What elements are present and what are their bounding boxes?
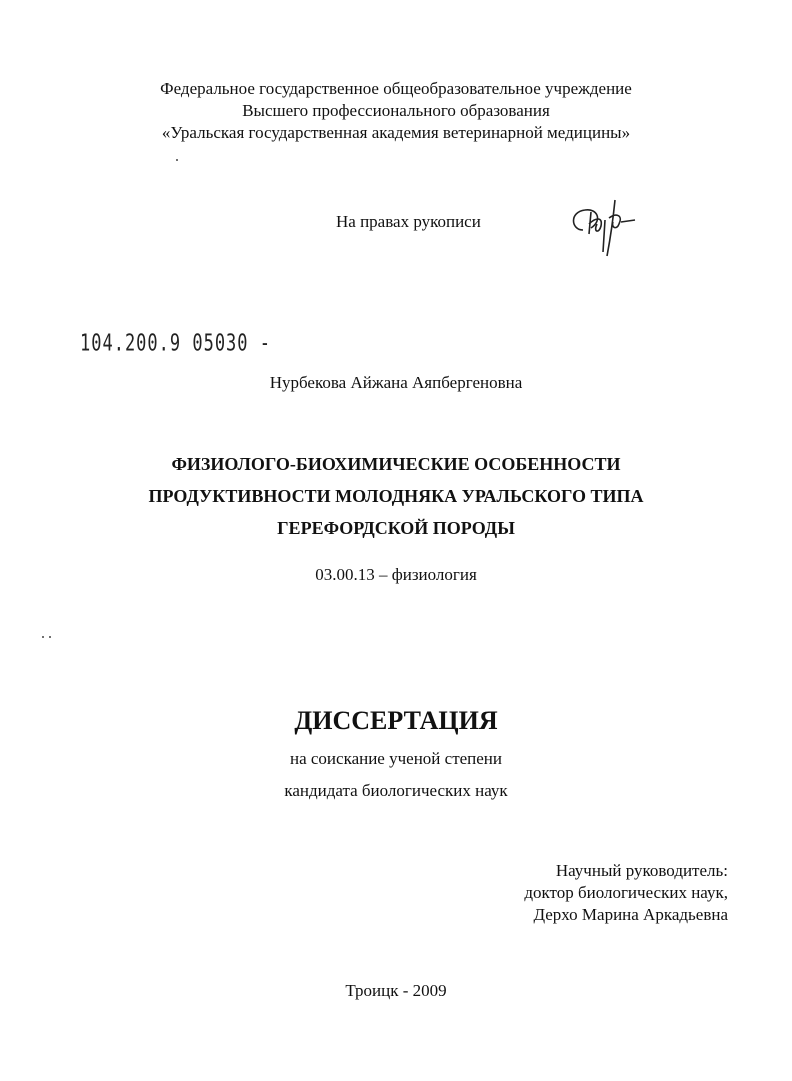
title-line-2: ПРОДУКТИВНОСТИ МОЛОДНЯКА УРАЛЬСКОГО ТИПА bbox=[148, 486, 644, 506]
institution-line-3: «Уральская государственная академия ветеринарной медицины» bbox=[161, 123, 631, 142]
city-year: Троицк - 2009 bbox=[345, 981, 447, 1000]
dissertation-title bbox=[0, 448, 792, 544]
scientific-advisor bbox=[524, 860, 728, 926]
advisor-degree: доктор биологических наук, bbox=[524, 883, 728, 902]
document-type-heading: ДИССЕРТАЦИЯ bbox=[294, 706, 498, 735]
title-line-1: ФИЗИОЛОГО-БИОХИМИЧЕСКИЕ ОСОБЕННОСТИ bbox=[171, 454, 621, 474]
degree-line-2: кандидата биологических наук bbox=[284, 781, 508, 800]
advisor-name: Дерхо Марина Аркадьевна bbox=[533, 905, 728, 924]
scan-speck bbox=[176, 159, 178, 161]
institution-line-1: Федеральное государственное общеобразовательное учреждение bbox=[160, 79, 632, 98]
title-line-3: ГЕРЕФОРДСКОЙ ПОРОДЫ bbox=[277, 518, 515, 538]
author-name: Нурбекова Айжана Аяпбергеновна bbox=[269, 373, 523, 392]
degree-line-1: на соискание ученой степени bbox=[289, 749, 503, 768]
archive-stamp-number: 104.200.9 05030 - bbox=[80, 330, 271, 357]
manuscript-rights-note: На правах рукописи bbox=[336, 212, 481, 231]
institution-line-2: Высшего профессионального образования bbox=[242, 101, 550, 120]
institution-header bbox=[0, 78, 792, 144]
signature-icon bbox=[563, 190, 643, 260]
advisor-label: Научный руководитель: bbox=[555, 861, 728, 880]
scan-speck bbox=[49, 636, 51, 638]
specialty-code: 03.00.13 – физиология bbox=[315, 565, 477, 584]
scan-speck bbox=[42, 636, 44, 638]
